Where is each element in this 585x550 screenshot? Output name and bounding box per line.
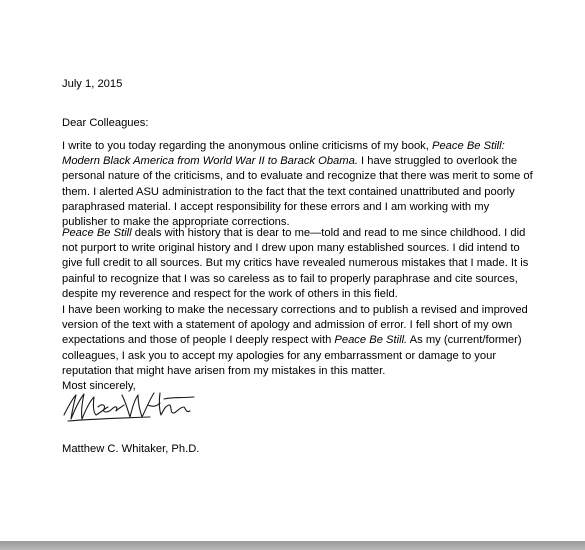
body-text: reputation that might have arisen from my mistakes in this matter.: [62, 364, 386, 377]
paragraph-line: [62, 169, 532, 184]
book-title-text: Peace Be Still:: [432, 140, 505, 152]
page-shadow: [0, 541, 585, 550]
paragraph-line: [62, 226, 532, 241]
letter-closing: Most sincerely,: [62, 380, 136, 392]
body-text: publisher to make the appropriate corrections.: [62, 215, 290, 228]
body-text: give full credit to all sources. But my critics have revealed numerous mistakes that I made. It is: [62, 257, 529, 270]
body-text: I have been working to make the necessary corrections and to publish a revised and improved: [62, 304, 528, 316]
body-text: personal nature of the criticisms, and to evaluate and recognize that there was merit to some of: [62, 170, 533, 183]
body-text: despite my reverence and respect for the work of others in this field.: [62, 287, 398, 300]
paragraph-line: [62, 349, 532, 364]
body-text: paraphrased material. I accept responsibility for these errors and I am working with my: [62, 200, 490, 213]
body-text: I write to you today regarding the anonymous online criticisms of my book,: [62, 140, 432, 152]
body-text: them. I alerted ASU administration to the fact that the text contained unattributed and poorly: [62, 185, 515, 198]
body-text: As my (current/former): [407, 334, 522, 347]
paragraph-line: [62, 272, 532, 287]
paragraph-line: [62, 287, 532, 302]
paragraph-2: [62, 226, 532, 302]
paragraph-line: [62, 139, 532, 154]
letter-salutation: Dear Colleagues:: [62, 117, 149, 129]
handwritten-signature: [60, 385, 200, 433]
body-text: version of the text with a statement of apology and admission of error. I fell short of my own: [62, 319, 513, 332]
body-text: deals with history that is dear to me—told and read to me since childhood. I did: [131, 227, 526, 239]
paragraph-line: [62, 364, 532, 379]
paragraph-line: [62, 241, 532, 256]
book-title-text: Peace Be Still: [62, 227, 132, 239]
signature-name: Matthew C. Whitaker, Ph.D.: [62, 443, 200, 455]
paragraph-line: [62, 333, 532, 348]
body-text: expectations and those of people I deeply respect with: [62, 334, 335, 347]
body-text: not purport to write original history and I drew upon many established sources. I did intend to: [62, 242, 520, 255]
body-text: I have struggled to overlook the: [357, 155, 518, 168]
paragraph-line: [62, 318, 532, 333]
paragraph-1: [62, 139, 532, 230]
paragraph-line: [62, 154, 532, 169]
book-title-text: Modern Black America from World War II to Barack Obama.: [62, 155, 358, 168]
paragraph-line: [62, 185, 532, 200]
book-title-text: Peace Be Still.: [334, 334, 408, 347]
paragraph-3: [62, 303, 532, 379]
letter-date: July 1, 2015: [62, 78, 123, 90]
paragraph-line: [62, 303, 532, 318]
body-text: painful to recognize that I was so careless as to fail to properly paraphrase and cite sources,: [62, 272, 518, 285]
paragraph-line: [62, 256, 532, 271]
paragraph-line: [62, 200, 532, 215]
body-text: colleagues, I ask you to accept my apologies for any embarrassment or damage to your: [62, 349, 497, 362]
